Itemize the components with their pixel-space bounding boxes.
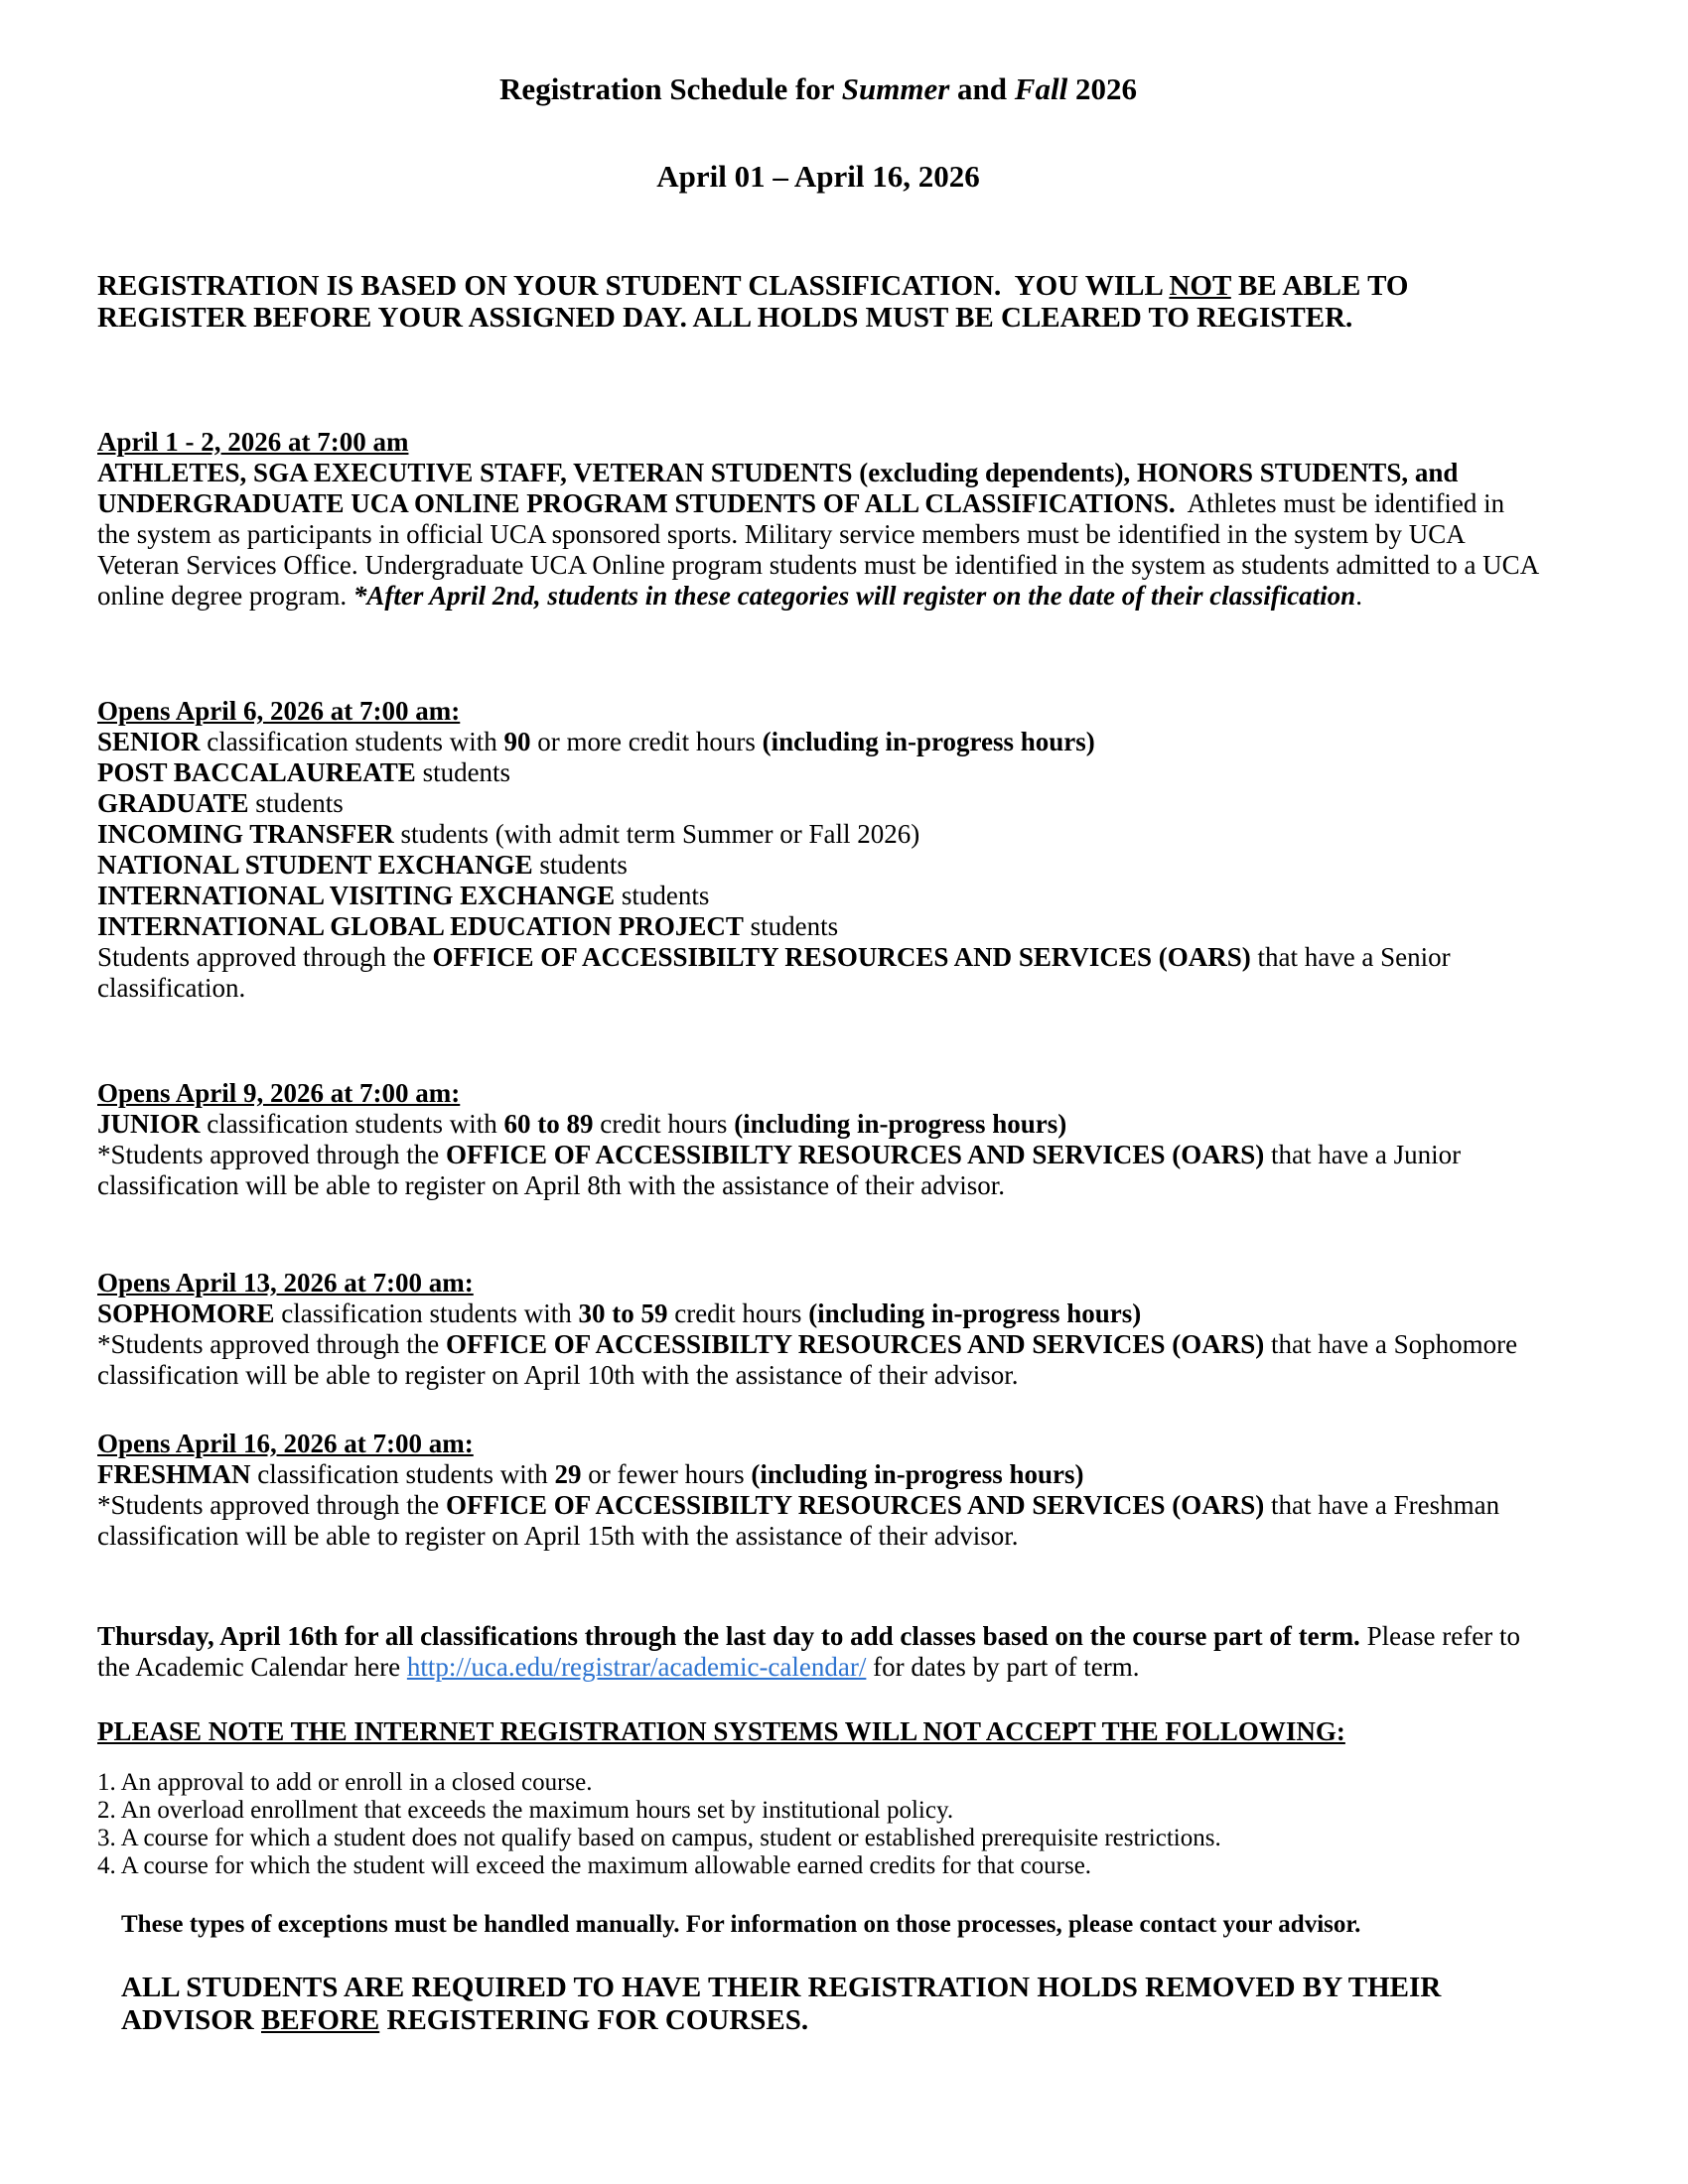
text-run: PLEASE NOTE THE INTERNET REGISTRATION SYSTEMS WILL NOT ACCEPT THE FOLLOWING: (97, 1716, 1345, 1746)
section-april-13 (97, 1268, 1539, 1391)
text-run: Please refer to the Academic Calendar here (97, 1621, 1527, 1682)
text-run: 30 to 59 (578, 1298, 668, 1328)
document-line: 3. A course for which a student does not qualify based on campus, student or established prerequisite restrictions. (97, 1825, 1221, 1851)
document-line (97, 727, 1539, 757)
text-run: NATIONAL STUDENT EXCHANGE (97, 850, 533, 880)
section-april-9 (97, 1078, 1539, 1201)
text-run: Athletes must be identified in the system as participants in official UCA sponsored sports. Military service members must be identified in the system by UCA Veteran Services Office. Undergraduate UCA Online program students must be identified in the system as students admitted to a UCA online degree program. (97, 488, 1545, 611)
section-heading-april-16 (97, 1429, 1539, 1459)
text-run: that have a Senior classification. (97, 942, 1458, 1003)
text-run: SOPHOMORE (97, 1298, 275, 1328)
text-run: OFFICE OF ACCESSIBILTY RESOURCES AND SERVICES (OARS) (445, 1140, 1265, 1169)
text-run: INTERNATIONAL VISITING EXCHANGE (97, 881, 616, 910)
classification-lines-april-9 (97, 1109, 1539, 1201)
text-run: Students approved through the (97, 942, 433, 972)
classification-lines-april-6 (97, 727, 1539, 1004)
exceptions-list (97, 1769, 1539, 1880)
text-run: OFFICE OF ACCESSIBILTY RESOURCES AND SERVICES (OARS) (432, 942, 1251, 972)
document-line (97, 1459, 1539, 1490)
text-run: *After April 2nd, students in these categories will register on the date of their classification (352, 581, 1356, 611)
text-run: (including in-progress hours) (808, 1298, 1142, 1328)
text-run: and (949, 71, 1015, 106)
document-line (97, 757, 1539, 788)
text-run: ATHLETES, SGA EXECUTIVE STAFF, VETERAN STUDENTS (excluding dependents), HONORS STUDENTS, and UNDERGRADUATE UCA ONLINE PROGRAM STUDENTS OF ALL CLASSIFICATIONS. (97, 458, 1466, 518)
text-run: Fall (1014, 71, 1068, 106)
text-run: Opens April 6, 2026 at 7:00 am: (97, 696, 461, 726)
document-title (97, 71, 1539, 107)
document-line (97, 1490, 1539, 1552)
text-run: REGISTRATION IS BASED ON YOUR STUDENT CLASSIFICATION. YOU WILL (97, 270, 1170, 302)
please-note-heading (97, 1716, 1539, 1747)
text-run: classification students with (250, 1459, 555, 1489)
text-run: *Students approved through the (97, 1140, 446, 1169)
document-line (97, 881, 1539, 911)
text-run: students (248, 788, 344, 818)
document-line (97, 942, 1539, 1004)
text-run: These types of exceptions must be handled manually. For information on those processes, please contact your advisor. (121, 1911, 1361, 1938)
document-line (97, 1109, 1539, 1140)
text-run: JUNIOR (97, 1109, 201, 1139)
text-run: OFFICE OF ACCESSIBILTY RESOURCES AND SERVICES (OARS) (445, 1490, 1265, 1520)
text-run: INCOMING TRANSFER (97, 819, 394, 849)
text-run: REGISTERING FOR COURSES. (379, 2004, 809, 2036)
text-run: classification students with (200, 727, 504, 756)
section-heading-april-13 (97, 1268, 1539, 1298)
text-run: INTERNATIONAL GLOBAL EDUCATION PROJECT (97, 911, 744, 941)
text-run: (including in-progress hours) (751, 1459, 1084, 1489)
text-run: students (with admit term Summer or Fall 2026) (393, 819, 920, 849)
text-run: April 1 - 2, 2026 at 7:00 am (97, 427, 409, 457)
text-run: 29 (554, 1459, 582, 1489)
holds-removal-notice (97, 1972, 1539, 2037)
document-line (97, 850, 1539, 881)
section-heading-april-1-2 (97, 427, 1539, 458)
add-classes-deadline-paragraph (97, 1621, 1539, 1683)
document-line (97, 1298, 1539, 1329)
text-run: credit hours (667, 1298, 809, 1328)
text-run: Thursday, April 16th for all classifications through the last day to add classes based on the course part of term. (97, 1621, 1360, 1651)
text-run: for dates by part of term. (866, 1652, 1140, 1682)
text-run: Opens April 9, 2026 at 7:00 am: (97, 1078, 461, 1108)
document-line (97, 1329, 1539, 1391)
section-heading-april-6 (97, 696, 1539, 727)
document-line (97, 788, 1539, 819)
registration-policy-paragraph (97, 270, 1539, 334)
text-run: NOT (1169, 270, 1231, 302)
text-run: students (743, 911, 839, 941)
document-line: 1. An approval to add or enroll in a closed course. (97, 1769, 593, 1796)
text-run: or fewer hours (581, 1459, 752, 1489)
document-line (97, 1140, 1539, 1201)
section-heading-april-9 (97, 1078, 1539, 1109)
text-run: or more credit hours (530, 727, 763, 756)
text-run: (including in-progress hours) (734, 1109, 1067, 1139)
text-run: Opens April 16, 2026 at 7:00 am: (97, 1429, 474, 1458)
text-run: ALL STUDENTS ARE REQUIRED TO HAVE THEIR REGISTRATION HOLDS REMOVED BY THEIR ADVISOR (121, 1972, 1447, 2036)
text-run: Summer (841, 71, 950, 106)
text-run: April 01 – April 16, 2026 (656, 159, 980, 194)
text-run: students (532, 850, 628, 880)
text-run: 60 to 89 (503, 1109, 594, 1139)
text-run: students (415, 757, 511, 787)
document-line: 4. A course for which the student will exceed the maximum allowable earned credits for that course. (97, 1852, 1092, 1879)
document-line (97, 911, 1539, 942)
text-run: Opens April 13, 2026 at 7:00 am: (97, 1268, 474, 1297)
text-run: credit hours (593, 1109, 735, 1139)
document-subtitle (97, 159, 1539, 195)
classification-lines-april-13 (97, 1298, 1539, 1391)
text-run: students (615, 881, 710, 910)
text-run: that have a Freshman classification will be able to register on April 15th with the assistance of their advisor. (97, 1490, 1506, 1551)
text-run: OFFICE OF ACCESSIBILTY RESOURCES AND SERVICES (OARS) (445, 1329, 1265, 1359)
manual-exceptions-note (97, 1910, 1539, 1939)
section-april-1-2 (97, 427, 1545, 612)
text-run: that have a Junior classification will be able to register on April 8th with the assistance of their advisor. (97, 1140, 1468, 1200)
text-run: Registration Schedule for (499, 71, 842, 106)
text-run: classification students with (274, 1298, 579, 1328)
section-april-6 (97, 696, 1539, 1004)
text-run: (including in-progress hours) (762, 727, 1095, 756)
document-line (97, 819, 1539, 850)
text-run: that have a Sophomore classification will be able to register on April 10th with the assistance of their advisor. (97, 1329, 1524, 1390)
text-run: . (1355, 581, 1362, 611)
academic-calendar-link[interactable]: http://uca.edu/registrar/academic-calendar/ (406, 1652, 867, 1682)
text-run: GRADUATE (97, 788, 249, 818)
document-line: 2. An overload enrollment that exceeds the maximum hours set by institutional policy. (97, 1797, 954, 1824)
text-run: FRESHMAN (97, 1459, 251, 1489)
section-body-april-1-2 (97, 458, 1545, 612)
text-run: 2026 (1067, 71, 1137, 106)
classification-lines-april-16 (97, 1459, 1539, 1552)
text-run: classification students with (200, 1109, 504, 1139)
text-run: BEFORE (261, 2004, 380, 2036)
text-run: BE ABLE TO REGISTER BEFORE YOUR ASSIGNED DAY. ALL HOLDS MUST BE CLEARED TO REGISTER. (97, 270, 1416, 334)
text-run: 90 (503, 727, 531, 756)
text-run: *Students approved through the (97, 1490, 446, 1520)
text-run: SENIOR (97, 727, 201, 756)
text-run: POST BACCALAUREATE (97, 757, 416, 787)
section-april-16 (97, 1429, 1539, 1552)
text-run: *Students approved through the (97, 1329, 446, 1359)
